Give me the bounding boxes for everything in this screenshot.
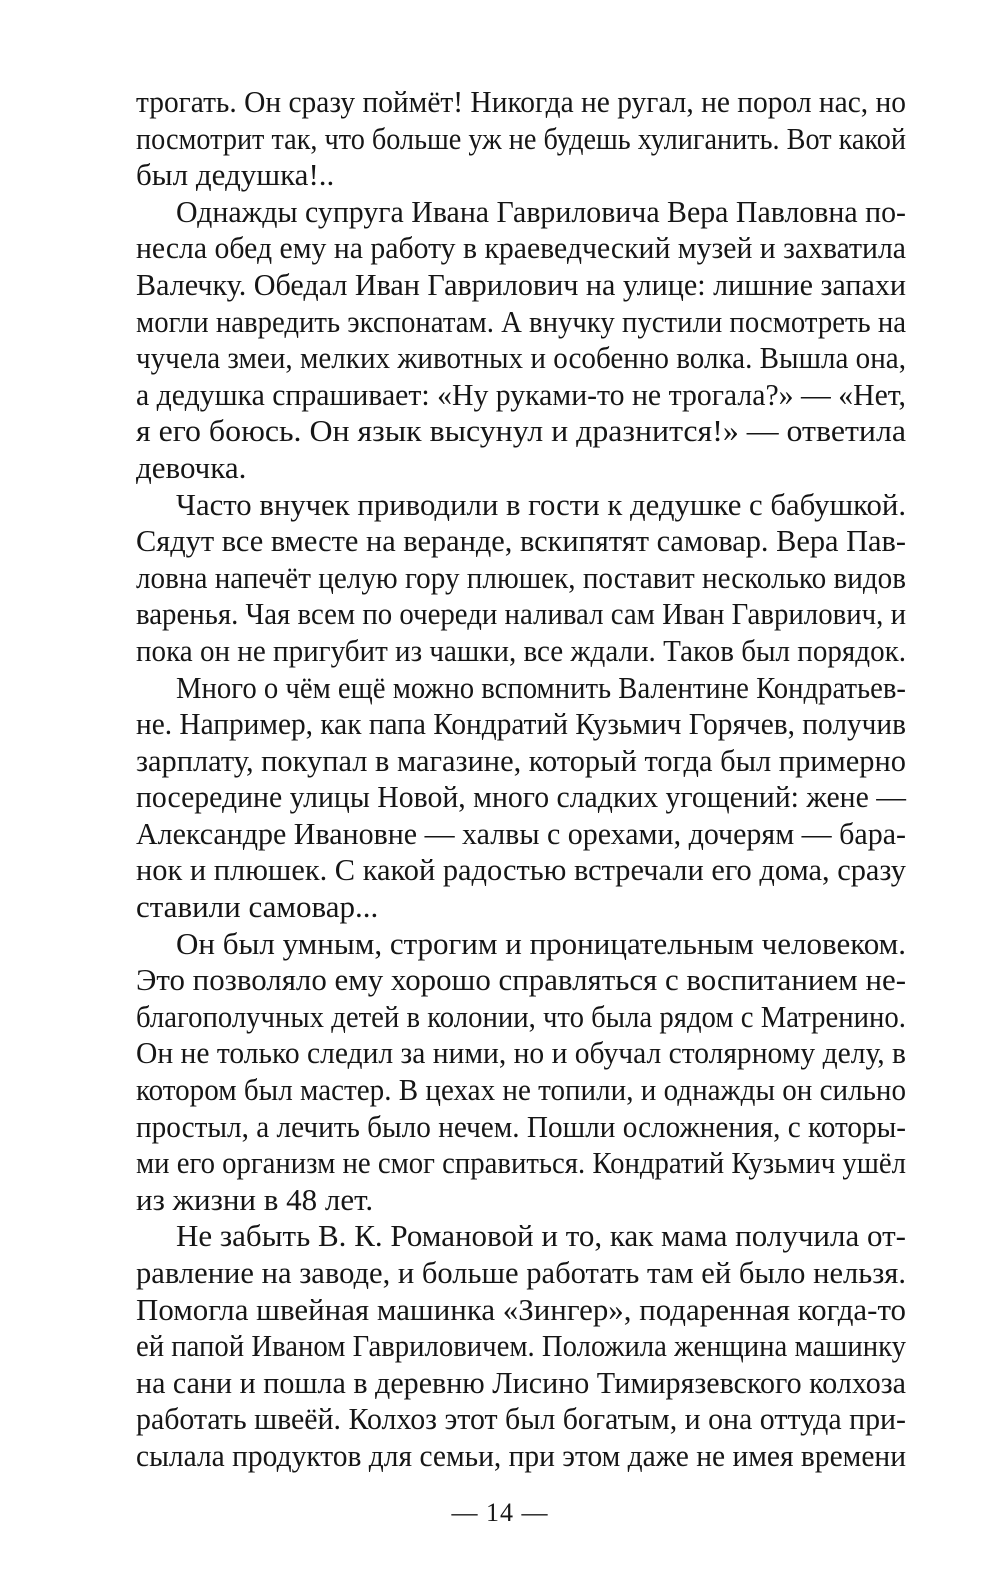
svg-text:Много о чём ещё можно вспомнит: Много о чём ещё можно вспомнить Валентине Кондратьев- (176, 669, 906, 705)
paragraph (136, 926, 906, 1219)
text-line (136, 84, 906, 121)
svg-text:трогать. Он сразу поймёт! Нико: трогать. Он сразу поймёт! Никогда не ругал, не порол нас, но (136, 84, 906, 119)
svg-text:я его боюсь. Он язык высунул и: я его боюсь. Он язык высунул и дразнится!» — ответила (136, 413, 907, 449)
svg-text:не. Например, как папа Кондрат: не. Например, как папа Кондратий Кузьмич Горячев, получив (136, 706, 906, 742)
svg-text:Однажды супруга Ивана Гаврилов: Однажды супруга Ивана Гавриловича Вера Павловна по- (176, 193, 906, 229)
text-line (136, 1292, 906, 1329)
text-line (136, 1218, 906, 1255)
paragraph (136, 194, 906, 487)
svg-text:ей папой Иваном Гавриловичем.: ей папой Иваном Гавриловичем. Положила женщина машинку (136, 1328, 907, 1364)
svg-text:Помогла швейная машинка «Зинге: Помогла швейная машинка «Зингер», подаренная когда-то (136, 1291, 906, 1327)
text-line (136, 267, 906, 304)
paragraph (136, 1218, 906, 1474)
text-line (136, 487, 906, 524)
text-line (136, 157, 906, 194)
svg-text:равление на заводе, и больше р: равление на заводе, и больше работать там ей было нельзя. (136, 1255, 906, 1290)
text-line (136, 1328, 906, 1365)
svg-text:могли навредить экспонатам. А: могли навредить экспонатам. А внучку пустили посмотреть на (136, 303, 907, 339)
text-line (136, 1145, 906, 1182)
svg-text:нок и плюшек. С какой радостью: нок и плюшек. С какой радостью встречали его дома, сразу (136, 852, 907, 888)
text-line (136, 121, 906, 158)
svg-text:Это позволяло ему хорошо справ: Это позволяло ему хорошо справляться с воспитанием не- (136, 962, 906, 998)
svg-text:работать швеёй. Колхоз этот бы: работать швеёй. Колхоз этот был богатым, и она оттуда при- (136, 1401, 906, 1437)
svg-text:зарплату, покупал в магазине,: зарплату, покупал в магазине, который тогда был примерно (136, 742, 906, 778)
text-line (136, 1255, 906, 1292)
page-number: — 14 — (451, 1498, 549, 1527)
svg-text:сылала продуктов для семьи, пр: сылала продуктов для семьи, при этом даже не имея времени (136, 1437, 906, 1473)
svg-text:был дедушка!..: был дедушка!.. (136, 157, 335, 193)
svg-text:на сани и пошла в деревню Лиси: на сани и пошла в деревню Лисино Тимирязевского колхоза (136, 1364, 907, 1400)
text-line (136, 560, 906, 597)
text-line (136, 596, 906, 633)
text-line (136, 1035, 906, 1072)
text-line (136, 413, 906, 450)
svg-text:Не забыть В. К. Романовой и то: Не забыть В. К. Романовой и то, как мама получила от- (176, 1218, 907, 1254)
svg-text:Александре Ивановне — халвы с: Александре Ивановне — халвы с орехами, дочерям — бара- (136, 815, 906, 851)
text-line (136, 779, 906, 816)
text-line (136, 340, 906, 377)
paragraph (136, 84, 906, 194)
svg-text:Валечку. Обедал Иван Гаврилови: Валечку. Обедал Иван Гаврилович на улице: лишние запахи (136, 266, 906, 302)
svg-text:Он не только следил за ними, н: Он не только следил за ними, но и обучал столярному делу, в (136, 1035, 906, 1071)
text-line (136, 706, 906, 743)
text-line (136, 450, 906, 487)
text-line (136, 1109, 906, 1146)
text-line (136, 633, 906, 670)
text-line (136, 1182, 906, 1219)
svg-text:варенья. Чая всем по очереди н: варенья. Чая всем по очереди наливал сам Иван Гаврилович, и (136, 596, 906, 632)
text-line (136, 377, 906, 414)
svg-text:простыл, а лечить было нечем.: простыл, а лечить было нечем. Пошли осложнения, с которы- (136, 1108, 906, 1144)
svg-text:Сядут все вместе на веранде, в: Сядут все вместе на веранде, вскипятят самовар. Вера Пав- (136, 523, 906, 559)
paragraph (136, 487, 906, 670)
svg-text:несла обед ему на работу в кра: несла обед ему на работу в краеведческий музей и захватила (136, 230, 907, 266)
svg-text:пока он не пригубит из чашки,: пока он не пригубит из чашки, все ждали. Таков был порядок. (136, 632, 906, 668)
text-line (136, 1072, 906, 1109)
svg-text:ми его организм не смог справи: ми его организм не смог справиться. Кондратий Кузьмич ушёл (136, 1145, 906, 1181)
svg-text:ставили самовар...: ставили самовар... (136, 889, 379, 925)
svg-text:благополучных детей в колонии,: благополучных детей в колонии, что была рядом с Матренино. (136, 998, 906, 1034)
svg-text:Он был умным, строгим и прониц: Он был умным, строгим и проницательным человеком. (176, 925, 906, 961)
text-line (136, 670, 906, 707)
text-line (136, 852, 906, 889)
text-line (136, 926, 906, 963)
svg-text:ловна напечёт целую гору плюше: ловна напечёт целую гору плюшек, поставит несколько видов (136, 559, 906, 595)
text-line (136, 304, 906, 341)
svg-text:котором был мастер. В цехах не: котором был мастер. В цехах не топили, и однажды он сильно (136, 1072, 906, 1108)
text-line (136, 1401, 906, 1438)
svg-text:посмотрит так, что больше уж н: посмотрит так, что больше уж не будешь хулиганить. Вот какой (136, 120, 906, 156)
text-line (136, 194, 906, 231)
text-line (136, 523, 906, 560)
svg-text:посередине улицы Новой, много: посередине улицы Новой, много сладких угощений: жене — (136, 779, 907, 815)
text-line (136, 230, 906, 267)
paragraph (136, 670, 906, 926)
text-line (136, 999, 906, 1036)
text-block (136, 84, 906, 1475)
text-line (136, 743, 906, 780)
svg-text:а дедушка спрашивает: «Ну рука: а дедушка спрашивает: «Ну руками-то не трогала?» — «Нет, (136, 376, 906, 412)
text-line (136, 1438, 906, 1475)
svg-text:чучела змеи, мелких животных и: чучела змеи, мелких животных и особенно волка. Вышла она, (136, 340, 906, 376)
text-line (136, 816, 906, 853)
svg-text:Часто внучек приводили в гости: Часто внучек приводили в гости к дедушке с бабушкой. (176, 486, 906, 522)
svg-text:девочка.: девочка. (136, 449, 247, 485)
svg-text:из жизни в 48 лет.: из жизни в 48 лет. (136, 1181, 374, 1217)
text-line (136, 1365, 906, 1402)
text-line (136, 889, 906, 926)
text-line (136, 962, 906, 999)
